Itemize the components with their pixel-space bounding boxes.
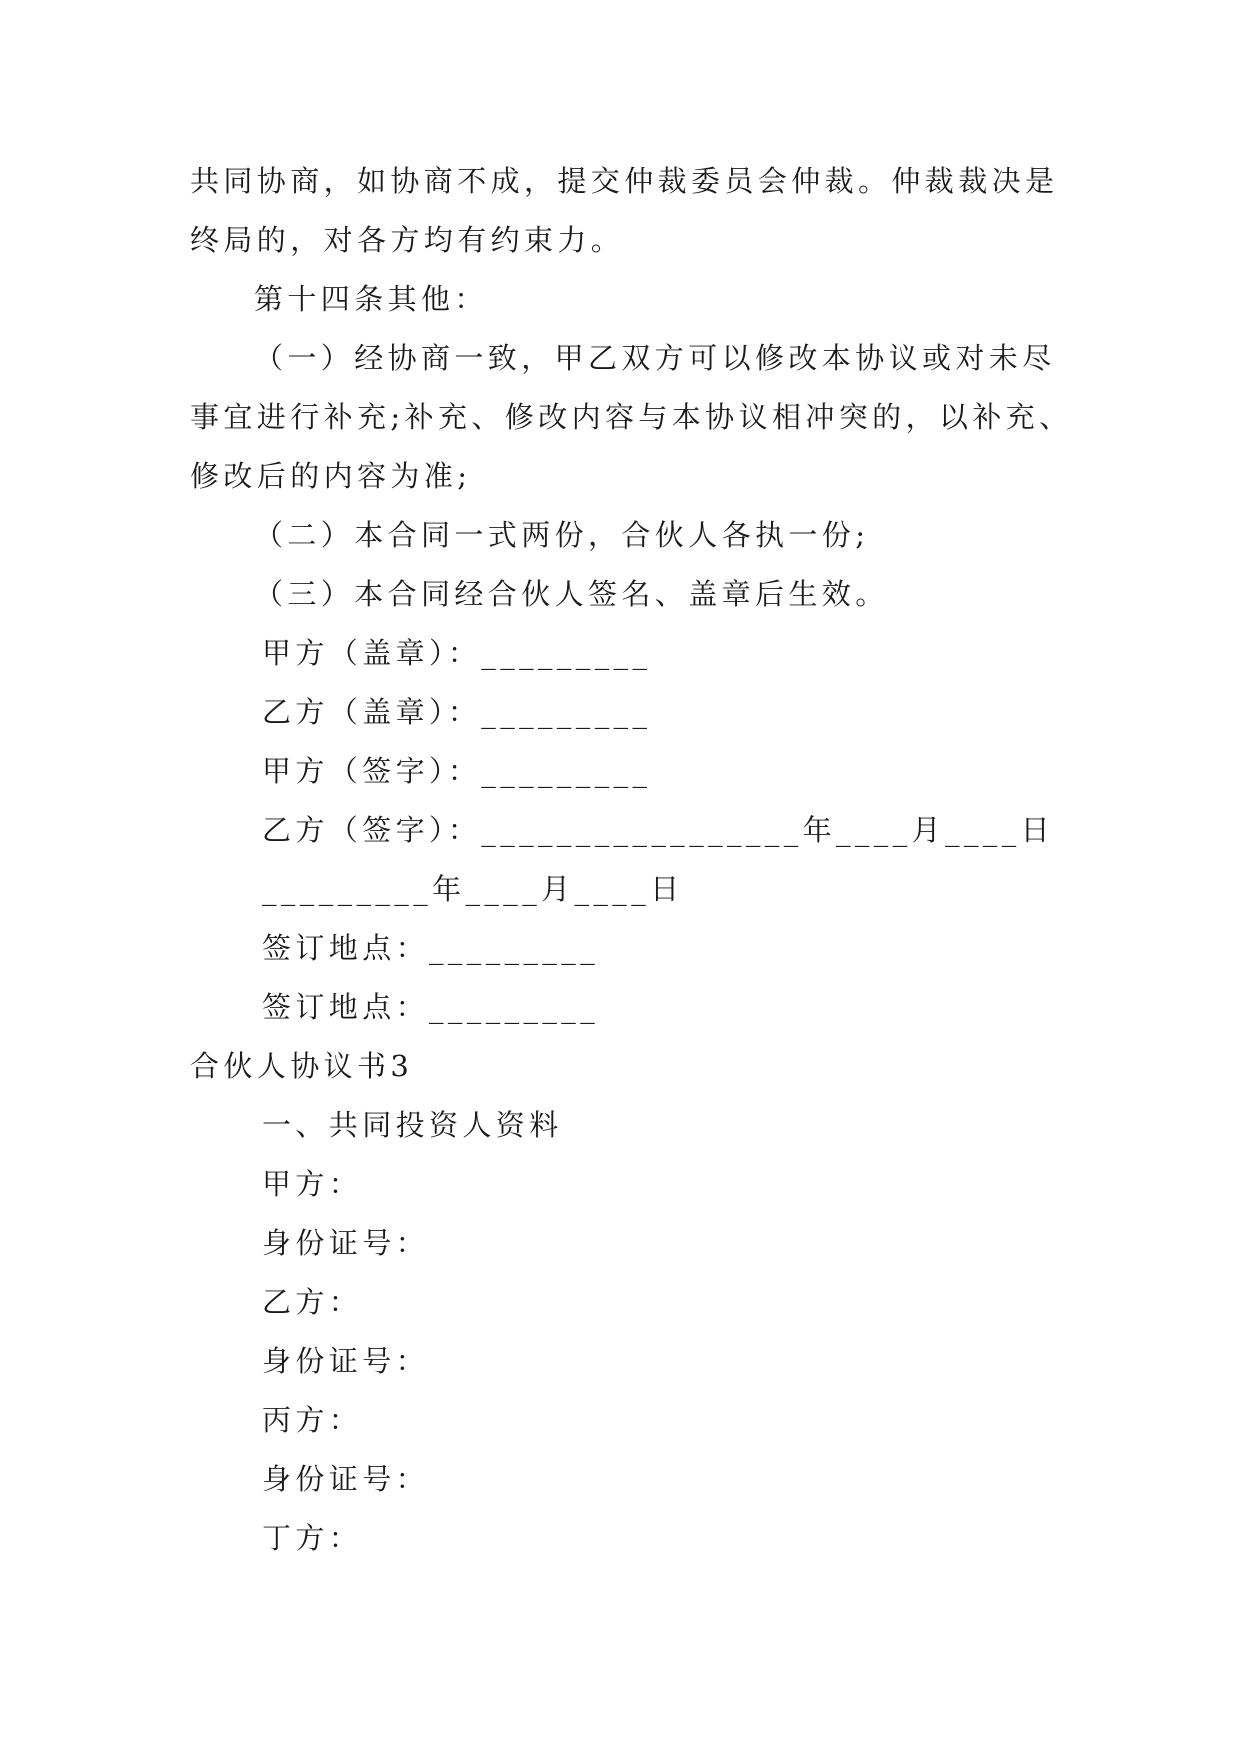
party-field: 甲方： (262, 1167, 363, 1201)
clause-line: （三）本合同经合伙人签名、盖章后生效。 (254, 577, 889, 611)
paragraph-line: 共同协商，如协商不成，提交仲裁委员会仲裁。仲裁裁决是 (190, 164, 1059, 198)
signature-line: 甲方（签字）：_________ (262, 754, 652, 788)
paragraph-line: 终局的，对各方均有约束力。 (190, 223, 625, 257)
party-field: 丁方： (262, 1521, 363, 1555)
signing-place-line: 签订地点：_________ (262, 931, 600, 965)
section-heading: 一、共同投资人资料 (262, 1108, 563, 1142)
party-field: 乙方： (262, 1285, 363, 1319)
signature-line: 甲方（盖章）：_________ (262, 636, 652, 670)
id-number-field: 身份证号： (262, 1462, 430, 1496)
id-number-field: 身份证号： (262, 1344, 430, 1378)
document-title: 合伙人协议书3 (190, 1049, 414, 1083)
clause-line: 事宜进行补充;补充、修改内容与本协议相冲突的，以补充、 (190, 400, 1073, 434)
clause-line: 修改后的内容为准; (190, 459, 472, 493)
id-number-field: 身份证号： (262, 1226, 430, 1260)
signing-place-line: 签订地点：_________ (262, 990, 600, 1024)
party-field: 丙方： (262, 1403, 363, 1437)
clause-line: （一）经协商一致，甲乙双方可以修改本协议或对未尽 (254, 341, 1056, 375)
clause-line: （二）本合同一式两份，合伙人各执一份; (254, 518, 870, 552)
signature-line: 乙方（签字）：_________________年____月____日 (262, 813, 1055, 847)
signature-line: 乙方（盖章）：_________ (262, 695, 652, 729)
date-line: _________年____月____日 (262, 872, 684, 906)
article-heading: 第十四条其他： (254, 282, 488, 316)
